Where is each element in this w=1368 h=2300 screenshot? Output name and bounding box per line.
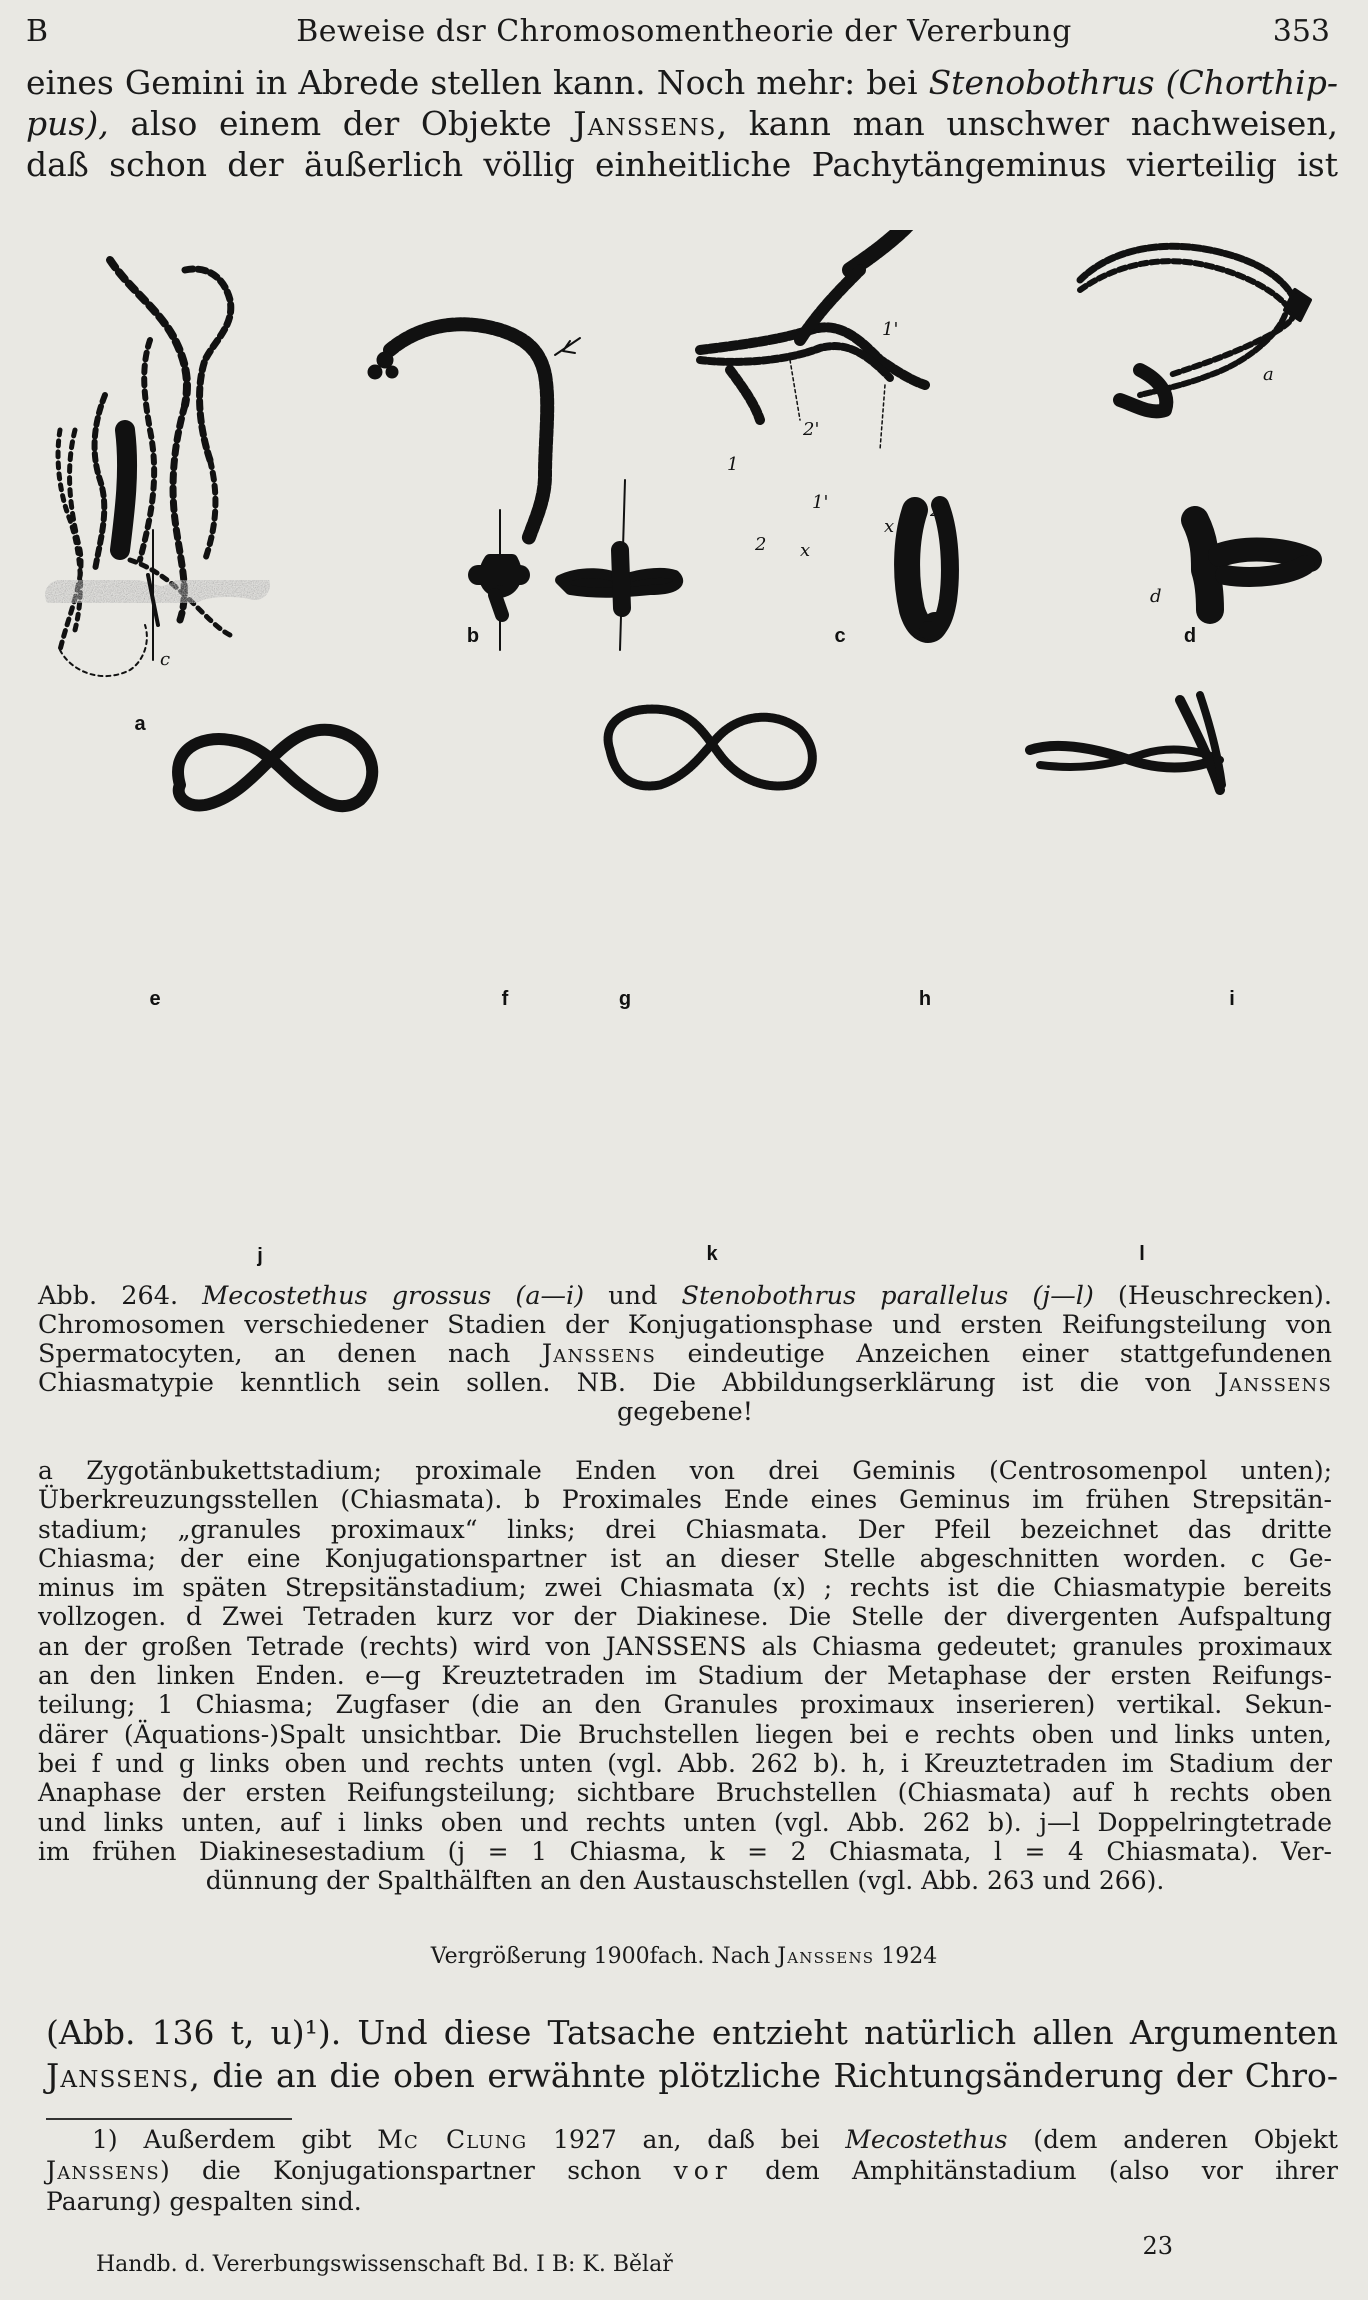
annotation-c-2dprime: 2" xyxy=(930,500,950,521)
intro-line xyxy=(26,62,1338,103)
author-name: Janssens xyxy=(46,2056,190,2095)
figure-number: Abb. 264. xyxy=(38,1281,203,1311)
intro-line: daß schon der äußerlich völlig einheitliche Pachytängeminus vierteilig ist xyxy=(26,145,1338,184)
drawing-c xyxy=(700,230,925,450)
legend-line: Chiasma; der eine Konjugationspartner ist an dieser Stelle abgeschnitten worden. c Ge- xyxy=(38,1543,1332,1573)
figure-drawings xyxy=(0,230,1368,1285)
legend-line: minus im späten Strepsitänstadium; zwei Chiasmata (x) ; rechts ist die Chiasmatypie bereits xyxy=(38,1573,1332,1603)
caption-line: Chromosomen verschiedener Stadien der Konjugationsphase und ersten Reifungsteilung von xyxy=(38,1310,1332,1340)
drawing-d xyxy=(1080,246,1310,411)
legend-line: Überkreuzungsstellen (Chiasmata). b Proximales Ende eines Geminus im frühen Strepsitän- xyxy=(38,1485,1332,1515)
author-name: Janssens xyxy=(573,104,717,143)
annotation-a-c: c xyxy=(160,649,171,670)
intro-line xyxy=(26,103,1338,144)
annotation-c-1prime: 1' xyxy=(882,319,899,340)
sheet-number: 23 xyxy=(1142,2232,1173,2260)
text-run: also einem der Objekte xyxy=(108,104,574,143)
annotation-d-a: a xyxy=(1263,364,1274,385)
text-run: dem Amphitänstadium (also vor ihrer xyxy=(732,2156,1338,2185)
legend-line: an den linken Enden. e—g Kreuztetraden im Stadium der Metaphase der ersten Reifungs- xyxy=(38,1661,1332,1691)
footnote-rule xyxy=(46,2118,292,2120)
text-run: (Heuschrecken). xyxy=(1093,1281,1332,1311)
author-name: Janssens xyxy=(777,1944,875,1969)
drawing-a xyxy=(58,260,231,676)
label-h: h xyxy=(918,988,932,1010)
text-run: eindeutige Anzeichen einer stattgefundenen xyxy=(655,1339,1332,1369)
text-run: (dem anderen Objekt xyxy=(1007,2125,1338,2154)
caption-line: gegebene! xyxy=(616,1397,753,1427)
annotation-c-2prime: 2' xyxy=(803,419,820,440)
label-b: b xyxy=(466,625,480,647)
text-run: Chiasmatypie kenntlich sein sollen. NB. Die Abbildungserklärung ist die von xyxy=(38,1368,1218,1398)
drawing-k xyxy=(608,709,812,786)
running-title: Beweise dsr Chromosomentheorie der Vererbung xyxy=(296,14,1072,49)
species-name: Mecostethus grossus (a—i) xyxy=(202,1281,585,1311)
text-run: 1927 an, daß bei xyxy=(527,2125,846,2154)
label-g: g xyxy=(618,988,632,1010)
legend-line: Anaphase der ersten Reifungsteilung; sichtbare Bruchstellen (Chiasmata) auf h rechts oben xyxy=(38,1778,1332,1808)
legend-line: a Zygotänbukettstadium; proximale Enden von drei Geminis (Centrosomenpol unten); xyxy=(38,1456,1332,1485)
species-name: Stenobothrus (Chorthip- xyxy=(928,63,1338,102)
signature-letter: B xyxy=(26,14,49,49)
label-c: c xyxy=(834,625,846,647)
legend-line: därer (Äquations-)Spalt unsichtbar. Die Bruchstellen liegen bei e rechts oben und links unten, xyxy=(38,1719,1332,1749)
drawing-j xyxy=(178,730,372,806)
magnification-note xyxy=(0,1944,1368,1969)
emphasis: vor xyxy=(673,2156,733,2185)
drawing-i xyxy=(1195,520,1310,610)
closing-paragraph xyxy=(46,2011,1338,2097)
annotation-c-1prime-2: 1' xyxy=(812,492,829,513)
footnote-line xyxy=(46,2155,1338,2186)
footnote-line xyxy=(46,2124,1338,2155)
legend-line: stadium; „granules proximaux“ links; drei Chiasmata. Der Pfeil bezeichnet das dritte xyxy=(38,1514,1332,1544)
running-header xyxy=(26,14,1342,54)
publication-line: Handb. d. Vererbungswissenschaft Bd. I B: K. Bělař xyxy=(96,2252,673,2277)
legend-line: und links unten, auf i links oben und rechts unten (vgl. Abb. 262 b). j—l Doppelringtetrade xyxy=(38,1807,1332,1837)
label-e: e xyxy=(149,988,161,1010)
intro-paragraph xyxy=(26,62,1338,185)
legend-line: im frühen Diakinesestadium (j = 1 Chiasma, k = 2 Chiasmata, l = 4 Chiasmata). Ver- xyxy=(38,1836,1332,1866)
drawing-h xyxy=(907,505,950,631)
page-number: 353 xyxy=(1272,14,1330,49)
closing-line xyxy=(46,2054,1338,2097)
label-a: a xyxy=(134,713,146,735)
figure-caption xyxy=(38,1282,1332,1427)
annotation-c-1: 1 xyxy=(727,454,739,475)
label-l: l xyxy=(1139,1243,1145,1265)
legend-line: dünnung der Spalthälften an den Austauschstellen (vgl. Abb. 263 und 266). xyxy=(205,1866,1165,1896)
text-run: ) die Konjugationspartner schon xyxy=(159,2156,674,2185)
author-name: Janssens xyxy=(1217,1368,1332,1398)
figure-legend xyxy=(38,1456,1332,1895)
figure-264 xyxy=(0,230,1368,1285)
drawing-l xyxy=(1030,695,1222,790)
caption-line xyxy=(38,1282,1332,1311)
species-name: pus), xyxy=(26,104,109,143)
drawing-e xyxy=(60,530,255,660)
label-d: d xyxy=(1183,625,1197,647)
drawing-g xyxy=(560,480,678,650)
text-run: , die an die oben erwähnte plötzliche Richtungsänderung der Chro- xyxy=(189,2056,1338,2095)
legend-line: vollzogen. d Zwei Tetraden kurz vor der Diakinese. Die Stelle der divergenten Aufspaltung xyxy=(38,1602,1332,1632)
legend-line: an der großen Tetrade (rechts) wird von JANSSENS als Chiasma gedeutet; granules proximaux xyxy=(38,1631,1332,1661)
legend-line: bei f und g links oben und rechts unten (vgl. Abb. 262 b). h, i Kreuztetraden im Stadium der xyxy=(38,1748,1332,1778)
caption-line xyxy=(38,1369,1332,1398)
label-f: f xyxy=(501,988,509,1010)
text-run: Spermatocyten, an denen nach xyxy=(38,1339,542,1369)
annotation-c-x1: x xyxy=(800,540,811,561)
footnote xyxy=(46,2124,1338,2217)
text-run: 1) Außerdem gibt xyxy=(92,2125,378,2154)
legend-line: teilung; 1 Chiasma; Zugfaser (die an den Granules proximaux inserieren) vertikal. Sekun- xyxy=(38,1690,1332,1720)
drawing-f xyxy=(478,510,520,650)
text-run: eines Gemini in Abrede stellen kann. Noch mehr: bei xyxy=(26,63,929,102)
author-name: Janssens xyxy=(46,2156,160,2185)
annotation-d-d: d xyxy=(1150,586,1162,607)
closing-line: (Abb. 136 t, u)¹). Und diese Tatsache entzieht natürlich allen Argumenten xyxy=(46,2013,1338,2052)
drawing-b xyxy=(368,324,580,540)
text-run: und xyxy=(584,1281,682,1311)
text-run: Vergrößerung 1900fach. Nach xyxy=(430,1944,778,1969)
text-run: 1924 xyxy=(874,1944,938,1969)
text-run: , kann man unschwer nachweisen, xyxy=(716,104,1339,143)
species-name: Stenobothrus parallelus (j—l) xyxy=(681,1281,1094,1311)
annotation-c-2: 2 xyxy=(755,534,767,555)
author-name: Janssens xyxy=(541,1339,656,1369)
footnote-line: Paarung) gespalten sind. xyxy=(46,2187,362,2216)
annotation-c-x2: x xyxy=(884,516,895,537)
label-i: i xyxy=(1229,988,1235,1010)
species-name: Mecostethus xyxy=(845,2125,1008,2154)
label-k: k xyxy=(706,1243,718,1265)
caption-line xyxy=(38,1340,1332,1369)
author-name: Mc Clung xyxy=(377,2125,528,2154)
label-j: j xyxy=(257,1245,263,1267)
